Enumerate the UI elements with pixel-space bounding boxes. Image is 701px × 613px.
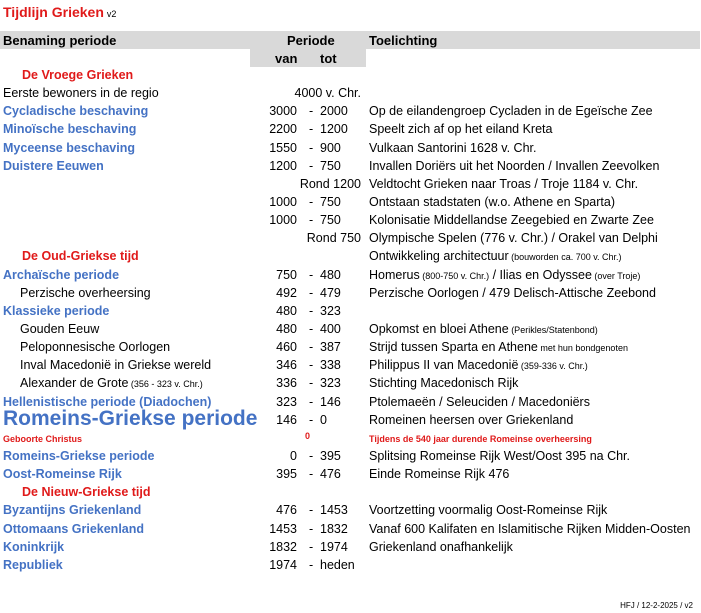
section-title: De Vroege Grieken <box>22 68 134 82</box>
table-row <box>0 448 701 466</box>
period-name: Alexander de Grote (356 - 323 v. Chr.) <box>20 376 203 391</box>
period-from: 395 <box>276 467 297 482</box>
period-note: Opkomst en bloei Athene (Perikles/Statenbond) <box>369 321 598 336</box>
table-row <box>0 121 701 139</box>
table-row <box>0 502 701 520</box>
period-to: heden <box>320 557 355 572</box>
period-from: 460 <box>276 340 297 355</box>
period-name: Minoïsche beschaving <box>3 122 137 137</box>
period-name: Romeins-Griekse periode <box>3 406 258 430</box>
period-note: Olympische Spelen (776 v. Chr.) / Orakel van Delphi <box>369 231 658 246</box>
period-name: Myceense beschaving <box>3 140 136 155</box>
table-row <box>0 267 701 285</box>
period-separator: - <box>309 104 314 119</box>
note-detail: (bouworden ca. 700 v. Chr.) <box>508 252 622 263</box>
period-note: Vulkaan Santorini 1628 v. Chr. <box>369 140 537 155</box>
period-separator: - <box>309 557 314 572</box>
period-to: 480 <box>320 267 341 282</box>
table-row <box>0 321 701 339</box>
period-name: Archaïsche periode <box>3 267 120 282</box>
period-separator: - <box>309 394 314 409</box>
table-row <box>0 140 701 158</box>
period-note: Invallen Doriërs uit het Noorden / Invallen Zeevolken <box>369 158 660 173</box>
period-separator: - <box>309 285 314 300</box>
table-row <box>0 158 701 176</box>
period-note: Ontwikkeling architectuur (bouworden ca. 700 v. Chr.) <box>369 249 622 264</box>
period-note: Strijd tussen Sparta en Athene met hun bondgenoten <box>369 340 628 355</box>
period-to: 1974 <box>320 539 348 554</box>
period-separator: - <box>309 303 314 318</box>
header-period: Periode <box>287 33 335 48</box>
period-separator: - <box>309 539 314 554</box>
table-row <box>0 248 701 266</box>
period-from: 492 <box>276 285 297 300</box>
note-detail: (Perikles/Statenbond) <box>508 324 598 335</box>
note-detail: met hun bondgenoten <box>537 343 628 354</box>
period-to: 395 <box>320 448 341 463</box>
table-row <box>0 176 701 194</box>
table-row <box>0 212 701 230</box>
header-van: van <box>275 51 298 66</box>
period-note: Speelt zich af op het eiland Kreta <box>369 122 553 137</box>
period-name: Duistere Eeuwen <box>3 158 104 173</box>
period-to: 2000 <box>320 104 348 119</box>
table-row <box>0 303 701 321</box>
period-name: Oost-Romeinse Rijk <box>3 467 122 482</box>
period-name: Romeins-Griekse periode <box>3 448 155 463</box>
period-name: Inval Macedonië in Griekse wereld <box>20 358 212 373</box>
table-row <box>0 357 701 375</box>
version-label: v2 <box>106 9 117 19</box>
period-name: Hellenistische periode (Diadochen) <box>3 394 212 409</box>
period-note: Ontstaan stadstaten (w.o. Athene en Sparta) <box>369 194 615 209</box>
header-note: Toelichting <box>369 33 438 48</box>
period-from: 1832 <box>269 539 297 554</box>
header-name: Benaming periode <box>3 33 117 48</box>
period-name: Koninkrijk <box>3 539 65 554</box>
period-separator: - <box>309 213 314 228</box>
period-to: 146 <box>320 394 341 409</box>
period-separator: - <box>309 503 314 518</box>
period-separator: - <box>309 448 314 463</box>
period-note: Perzische Oorlogen / 479 Delisch-Attische Zeebond <box>369 285 656 300</box>
period-date: Rond 1200 <box>299 176 361 191</box>
period-name: Eerste bewoners in de regio <box>3 86 159 101</box>
page-title: Tijdlijn Grieken v2 <box>3 4 117 20</box>
period-separator: - <box>309 376 314 391</box>
period-separator: - <box>309 122 314 137</box>
period-to: 750 <box>320 194 341 209</box>
period-separator: - <box>309 194 314 209</box>
period-note: Ptolemaeën / Seleuciden / Macedoniërs <box>369 394 590 409</box>
period-name: Klassieke periode <box>3 303 110 318</box>
period-note: Stichting Macedonisch Rijk <box>369 376 519 391</box>
period-date: 4000 v. Chr. <box>294 86 361 101</box>
period-name: Peloponnesische Oorlogen <box>20 340 171 355</box>
section-title: De Nieuw-Griekse tijd <box>22 485 151 500</box>
note-extra: / Ilias en Odyssee <box>489 267 592 282</box>
period-from: 346 <box>276 358 297 373</box>
period-separator: - <box>309 140 314 155</box>
table-row <box>0 406 701 430</box>
period-to: 338 <box>320 358 341 373</box>
period-name: Byzantijns Griekenland <box>3 503 142 518</box>
period-separator: - <box>309 340 314 355</box>
period-from: 2200 <box>269 122 297 137</box>
period-note: Op de eilandengroep Cycladen in de Egeïsche Zee <box>369 104 653 119</box>
table-row <box>0 484 701 502</box>
table-row <box>0 285 701 303</box>
header-tot: tot <box>320 51 337 66</box>
note-detail: (359-336 v. Chr.) <box>518 361 588 372</box>
period-note: Tijdens de 540 jaar durende Romeinse overheersing <box>369 433 592 444</box>
period-from: 336 <box>276 376 297 391</box>
period-from: 3000 <box>269 104 297 119</box>
table-row <box>0 230 701 248</box>
period-name: Cycladische beschaving <box>3 104 149 119</box>
period-to: 323 <box>320 376 341 391</box>
period-note: Splitsing Romeinse Rijk West/Oost 395 na Chr. <box>369 448 630 463</box>
period-to: 479 <box>320 285 341 300</box>
period-note: Veldtocht Grieken naar Troas / Troje 1184 v. Chr. <box>369 176 639 191</box>
timeline-table <box>0 67 701 575</box>
period-to: 750 <box>320 158 341 173</box>
period-date: Rond 750 <box>306 231 361 246</box>
period-separator: - <box>309 267 314 282</box>
footer: HFJ / 12-2-2025 / v2 <box>620 601 693 610</box>
period-to: 750 <box>320 213 341 228</box>
period-from: 750 <box>276 267 297 282</box>
period-from: 323 <box>276 394 297 409</box>
note-extra-detail: (over Troje) <box>591 270 641 281</box>
period-from: 1200 <box>269 158 297 173</box>
period-from: 476 <box>276 503 297 518</box>
period-note: Griekenland onafhankelijk <box>369 539 513 554</box>
period-name: Gouden Eeuw <box>20 321 100 336</box>
period-note: Kolonisatie Middellandse Zeegebied en Zwarte Zee <box>369 213 654 228</box>
table-row <box>0 339 701 357</box>
period-note: Philippus II van Macedonië (359-336 v. Chr.) <box>369 358 588 373</box>
note-detail: (800-750 v. Chr.) <box>419 270 490 281</box>
period-name-detail: (356 - 323 v. Chr.) <box>128 379 203 390</box>
table-row <box>0 466 701 484</box>
table-row <box>0 67 701 85</box>
period-from: 1974 <box>269 557 297 572</box>
period-name: Perzische overheersing <box>20 285 151 300</box>
period-to: 400 <box>320 321 341 336</box>
period-to: 476 <box>320 467 341 482</box>
period-from: 1550 <box>269 140 297 155</box>
period-from: 480 <box>276 303 297 318</box>
period-name: Republiek <box>3 557 63 572</box>
period-zero: 0 <box>305 430 311 441</box>
period-to: 1832 <box>320 521 348 536</box>
table-row <box>0 557 701 575</box>
period-to: 323 <box>320 303 341 318</box>
period-name: Geboorte Christus <box>3 433 83 444</box>
period-separator: - <box>309 358 314 373</box>
period-separator: - <box>309 467 314 482</box>
period-separator: - <box>309 521 314 536</box>
period-note: Einde Romeinse Rijk 476 <box>369 467 510 482</box>
period-to: 1200 <box>320 122 348 137</box>
section-title: De Oud-Griekse tijd <box>22 249 139 264</box>
period-to: 1453 <box>320 503 348 518</box>
period-to: 0 <box>320 412 327 427</box>
period-to: 387 <box>320 340 341 355</box>
table-row <box>0 85 701 103</box>
period-to: 900 <box>320 140 341 155</box>
period-from: 480 <box>276 321 297 336</box>
header-subbar <box>250 49 366 67</box>
period-from: 146 <box>276 412 297 427</box>
table-row <box>0 539 701 557</box>
period-from: 1453 <box>269 521 297 536</box>
period-note: Homerus (800-750 v. Chr.) / Ilias en Odyssee (over Troje) <box>369 267 641 282</box>
table-row <box>0 103 701 121</box>
period-name: Ottomaans Griekenland <box>3 521 145 536</box>
period-separator: - <box>309 321 314 336</box>
table-row <box>0 521 701 539</box>
table-row <box>0 375 701 393</box>
period-note: Voortzetting voormalig Oost-Romeinse Rijk <box>369 503 608 518</box>
period-separator: - <box>309 158 314 173</box>
period-from: 1000 <box>269 213 297 228</box>
period-note: Romeinen heersen over Griekenland <box>369 412 574 427</box>
period-separator: - <box>309 412 314 427</box>
period-from: 0 <box>290 448 297 463</box>
table-row <box>0 430 701 448</box>
period-from: 1000 <box>269 194 297 209</box>
table-row <box>0 194 701 212</box>
period-note: Vanaf 600 Kalifaten en Islamitische Rijken Midden-Oosten <box>369 521 691 536</box>
